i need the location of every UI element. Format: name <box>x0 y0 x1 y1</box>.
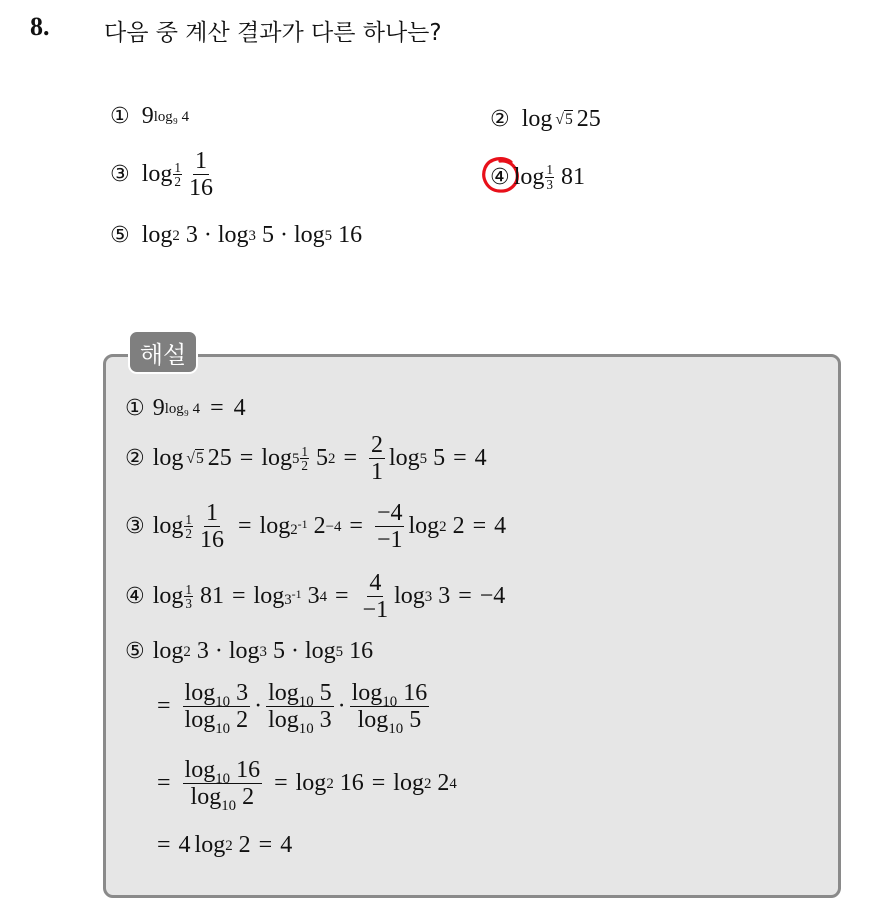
solution-2-arg-2: 5 <box>433 445 446 472</box>
choice-5-arg-1: 3 <box>185 222 198 248</box>
solution-3-base <box>290 516 308 538</box>
solution-8-arg: 2 <box>238 832 251 858</box>
solution-1-equals: = <box>210 395 224 421</box>
solution-4-frac-num: 4 <box>369 570 382 596</box>
solution-2-mark: ② <box>125 446 145 472</box>
solution-6-fraction-2 <box>266 680 334 738</box>
solution-line-7: = $\frac{\log_{10} 16}{\log_{10} 2}$ = log 2 16 = log 2 2 4 <box>157 757 457 815</box>
solution-line-8: = 4 log 2 2 = 4 <box>157 832 293 858</box>
solution-2-frac-den: 1 <box>371 459 383 486</box>
solution-3-num: 1 <box>206 500 218 526</box>
solution-3-mark: ③ <box>125 514 145 540</box>
choice-2-sqrt-base: √5 <box>555 110 573 128</box>
solution-line-3: ③ log $\frac{1}{2}$ $\frac{1}{16}$ = log $2^{-1}$ 2 −4 = $\frac{-4}{-1}$ log 2 2 = 4 <box>125 500 507 554</box>
choice-5-log-1: log <box>141 222 173 248</box>
solution-4-base-fraction <box>184 583 193 612</box>
solution-1-base: 9 <box>152 395 165 421</box>
choice-3-argument-fraction <box>187 148 215 202</box>
solution-4-equals-2: = <box>335 583 349 610</box>
choice-3-log: log <box>141 161 173 188</box>
choice-5-log-2: log <box>217 222 249 248</box>
solution-4-equals-3: = <box>458 583 472 610</box>
solution-4-base <box>284 586 302 608</box>
solution-4-pow-base: 3 <box>307 583 320 610</box>
solution-4-arg-2: 3 <box>438 583 451 610</box>
solution-4-arg: 81 <box>200 583 224 610</box>
solution-3-base-value: 2 <box>290 521 298 538</box>
solution-2-equals-3: = <box>453 445 467 472</box>
solution-4-frac-den: −1 <box>362 597 389 624</box>
solution-5-dot-2: · <box>290 638 299 664</box>
solution-7-log-2: log <box>393 770 424 797</box>
solution-6-fraction-1 <box>183 680 251 738</box>
solution-5-log-2: log <box>228 638 260 664</box>
solution-8-result: 4 <box>280 832 293 858</box>
choice-1-mark: ① <box>110 104 130 129</box>
solution-7-equals-3: = <box>371 770 386 797</box>
solution-3-log-3: log <box>408 513 440 540</box>
solution-2-log-3: log <box>389 445 420 472</box>
choice-5-mark: ⑤ <box>110 223 130 248</box>
solution-2-pow-base: 5 <box>316 445 329 472</box>
choice-3-mark: ③ <box>110 162 130 188</box>
solution-3-base-den: 2 <box>185 526 192 542</box>
choice-4-argument: 81 <box>561 163 585 190</box>
solution-3-den: 16 <box>200 527 224 554</box>
choice-4-base-den: 3 <box>546 176 553 192</box>
choice-3-base-fraction <box>173 161 182 190</box>
solution-6-dot-2: · <box>337 693 346 720</box>
solution-5-arg-1: 3 <box>196 638 209 664</box>
solution-3-result: 4 <box>494 513 507 540</box>
solution-6-num-3: $\log_{10} 16$ <box>351 680 428 710</box>
choice-4-base-fraction <box>545 163 554 192</box>
solution-8-coefficient: 4 <box>178 832 191 858</box>
solution-7-den: $\log_{10} 2$ <box>190 784 255 815</box>
solution-line-2: ② log √5 25 = log 5 $\frac{1}{2}$ 5 2 = $\frac{2}{1}$ log 5 5 = 4 <box>125 432 487 486</box>
solution-3-log: log <box>152 513 184 540</box>
solution-4-log-2: log <box>253 583 285 610</box>
solution-2-equals-1: = <box>239 445 254 472</box>
solution-badge: 해설 <box>128 330 198 374</box>
choice-5-arg-2: 5 <box>261 222 274 248</box>
solution-7-equals-2: = <box>274 770 288 797</box>
choice-4-mark: ④ <box>490 164 510 190</box>
solution-3-frac-den: −1 <box>376 527 403 554</box>
solution-1-mark: ① <box>125 396 145 421</box>
choice-2-sqrt-value: 5 <box>564 110 573 128</box>
solution-4-equals-1: = <box>232 583 246 610</box>
solution-2-frac-num: 2 <box>371 432 383 458</box>
solution-4-base-num: 1 <box>185 581 192 597</box>
solution-3-log-2: log <box>259 513 291 540</box>
solution-line-4: ④ log $\frac{1}{3}$ 81 = log $3^{-1}$ 3 4 = $\frac{4}{-1}$ log 3 3 = −4 <box>125 570 506 624</box>
solution-3-fraction <box>375 500 405 554</box>
choice-3[interactable] <box>110 148 219 202</box>
solution-7-equals-1: = <box>157 770 171 797</box>
solution-4-fraction <box>361 570 391 624</box>
solution-2-exp-den: 2 <box>301 458 309 474</box>
solution-4-log: log <box>152 583 184 610</box>
solution-line-1: ① 9 log₉ 4 = 4 <box>125 395 246 421</box>
choice-1-base: 9 <box>141 103 154 129</box>
solution-2-result: 4 <box>474 445 487 472</box>
solution-5-mark: ⑤ <box>125 639 145 664</box>
solution-3-arg-2: 2 <box>452 513 465 540</box>
solution-2-log-2: log <box>261 445 292 472</box>
solution-4-base-den: 3 <box>185 596 192 612</box>
solution-3-frac-num: −4 <box>376 500 403 526</box>
choice-3-base-num: 1 <box>174 159 181 175</box>
solution-6-num-2: $\log_{10} 5$ <box>268 680 332 710</box>
choice-4-base-num: 1 <box>546 162 553 177</box>
solution-3-equals-2: = <box>349 513 363 540</box>
solution-7-num: $\log_{10} 16$ <box>184 757 261 787</box>
solution-4-base-value: 3 <box>284 591 292 608</box>
solution-5-arg-3: 16 <box>349 638 374 664</box>
solution-line-6 <box>157 680 433 738</box>
solution-1-result: 4 <box>233 395 246 421</box>
choice-2-mark: ② <box>490 107 510 132</box>
solution-2-equals-2: = <box>343 445 357 472</box>
choice-2-argument: 25 <box>576 106 601 132</box>
solution-4-base-exp: -1 <box>291 586 302 601</box>
solution-2-base-exponent <box>300 445 309 474</box>
solution-5-arg-2: 5 <box>272 638 285 664</box>
choice-5-dot-1: · <box>203 222 212 248</box>
solution-4-mark: ④ <box>125 584 145 610</box>
solution-2-log: log <box>152 445 184 472</box>
question-number: 8. <box>30 12 50 41</box>
solution-2-fraction <box>369 432 385 486</box>
choice-3-den: 16 <box>189 175 213 202</box>
solution-7-fraction <box>183 757 263 815</box>
solution-6-equals: = <box>157 693 171 720</box>
solution-3-equals-3: = <box>472 513 487 540</box>
solution-3-equals-1: = <box>238 513 252 540</box>
choice-4[interactable] <box>490 163 585 192</box>
solution-3-base-fraction <box>184 513 193 542</box>
solution-5-dot-1: · <box>214 638 223 664</box>
solution-4-result: −4 <box>479 583 506 610</box>
question-text: 다음 중 계산 결과가 다른 하나는? <box>104 20 442 46</box>
solution-2-exp-num: 1 <box>301 443 309 459</box>
choice-5-log-3: log <box>293 222 325 248</box>
solution-6-den-2: $\log_{10} 3$ <box>268 707 332 738</box>
solution-3-base-exp: -1 <box>297 516 308 531</box>
choice-2-log: log <box>521 106 553 132</box>
solution-8-equals-2: = <box>258 832 273 858</box>
solution-7-pow-base: 2 <box>437 770 450 797</box>
choice-4-log: log <box>513 163 545 190</box>
choice-5-dot-2: · <box>279 222 288 248</box>
solution-2-arg: 25 <box>207 445 232 472</box>
choice-3-base-den: 2 <box>174 174 181 190</box>
solution-5-log-3: log <box>304 638 336 664</box>
choice-3-num: 1 <box>195 148 207 174</box>
solution-3-base-num: 1 <box>185 511 192 527</box>
choice-5-arg-3: 16 <box>338 222 363 248</box>
solution-5-log-1: log <box>152 638 184 664</box>
choice-2[interactable] <box>490 106 601 133</box>
solution-6-den-1: $\log_{10} 2$ <box>184 707 249 738</box>
choice-1[interactable]: ① 9 log₉ 4 <box>110 103 190 129</box>
solution-8-equals-1: = <box>157 832 171 858</box>
solution-7-log-1: log <box>295 770 327 797</box>
solution-6-dot-1: · <box>254 693 263 720</box>
solution-2-sqrt: √5 <box>186 449 204 467</box>
solution-8-log: log <box>194 832 226 858</box>
solution-7-arg-1: 16 <box>339 770 364 797</box>
solution-3-argument-fraction <box>198 500 226 554</box>
solution-4-log-3: log <box>394 583 425 610</box>
solution-6-fraction-3 <box>350 680 430 738</box>
choice-5[interactable]: ⑤ log 2 3 · log 3 5 · log 5 16 <box>110 222 363 248</box>
solution-6-den-3: $\log_{10} 5$ <box>357 707 422 738</box>
solution-3-pow-base: 2 <box>313 513 326 540</box>
solution-2-sqrt-value: 5 <box>195 449 204 467</box>
solution-6-num-1: $\log_{10} 3$ <box>184 680 249 710</box>
solution-line-5: ⑤ log 2 3 · log 3 5 · log 5 16 <box>125 638 374 664</box>
